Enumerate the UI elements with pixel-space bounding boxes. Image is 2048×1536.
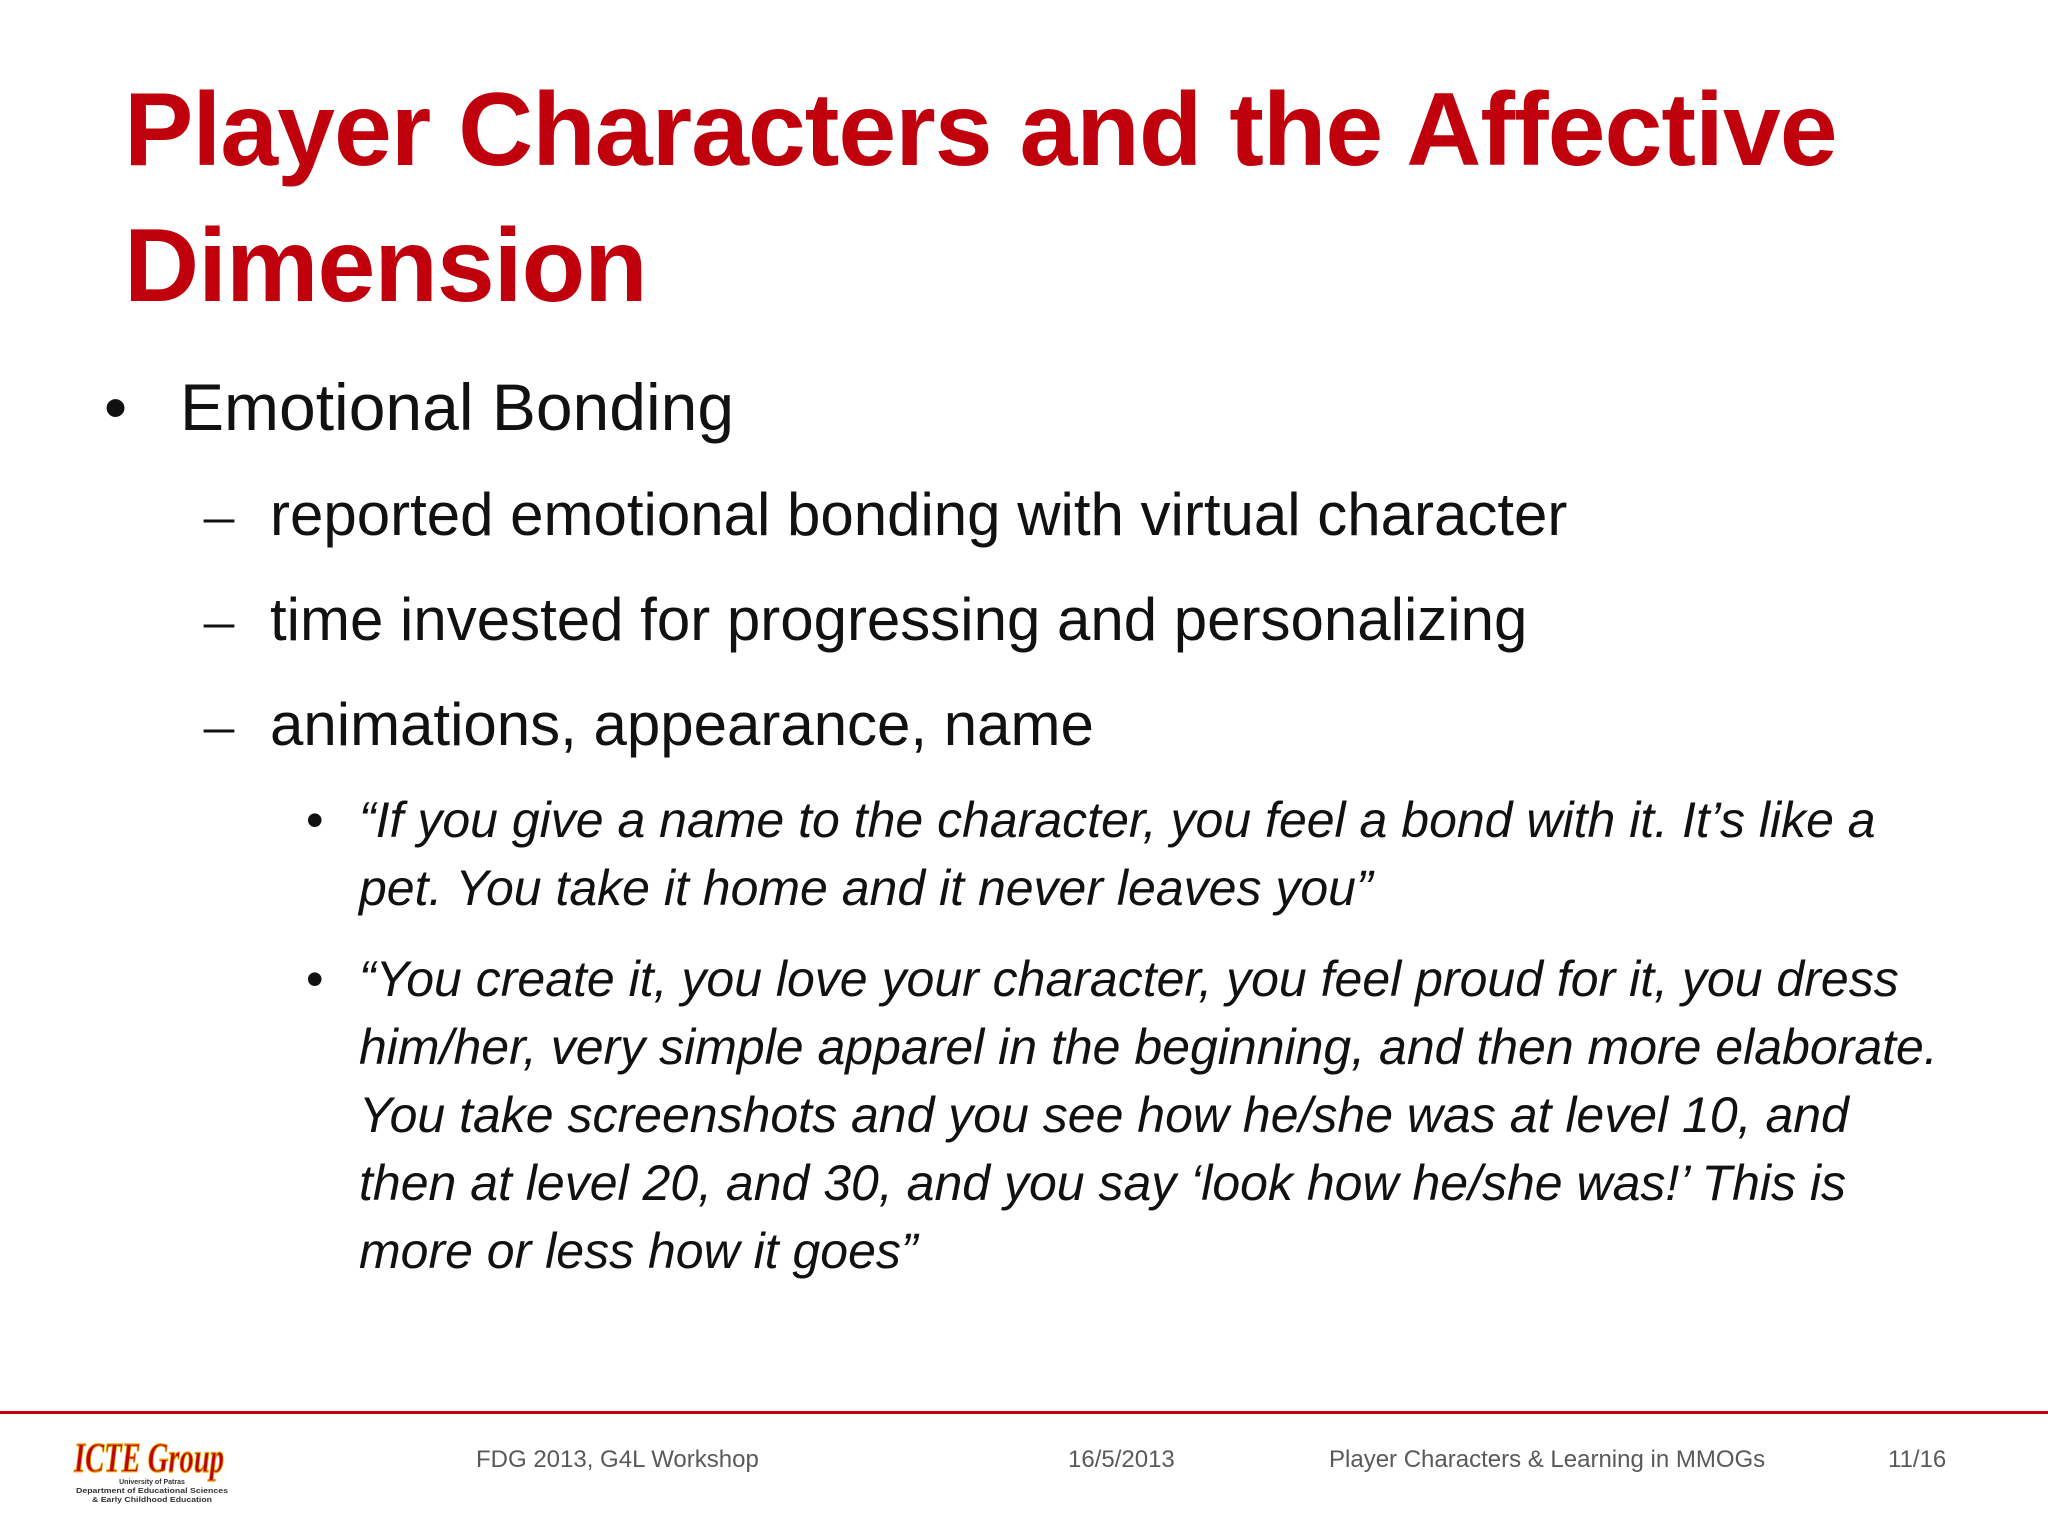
logo-line-2: Department of Educational Sciences: [76, 1488, 229, 1495]
logo-line-3: & Early Childhood Education: [92, 1497, 212, 1504]
icte-group-logo: [72, 1428, 232, 1504]
footer-talk-title: Player Characters & Learning in MMOGs: [1329, 1446, 1766, 1473]
bullet-glyph: •: [104, 370, 128, 444]
dash-glyph: –: [204, 482, 234, 548]
subitem-text: reported emotional bonding with virtual character: [270, 481, 1568, 548]
dash-glyph: –: [204, 692, 234, 758]
footer-event: FDG 2013, G4L Workshop: [476, 1446, 759, 1473]
quote-text: “You create it, you love your character, you feel proud for it, you dress him/her, very simple apparel in the beginning, and then more elaborate. You take screenshots and you see how he/she was at level 10, and then at level 20, and 30, and you say ‘look how he/she was!’ This is more or less how it goes”: [359, 951, 1938, 1279]
quote-text: “If you give a name to the character, you feel a bond with it. It’s like a pet. You take it home and it never leaves you”: [359, 792, 1876, 916]
footer-divider: [0, 1411, 2048, 1414]
logo-wordmark: ICTE Group: [73, 1436, 225, 1482]
slide-title: Player Characters and the Affective Dimension: [124, 72, 1837, 324]
footer-date: 16/5/2013: [1068, 1446, 1175, 1473]
quote-item: [306, 945, 1986, 1285]
logo-line-1: University of Patras: [119, 1479, 185, 1486]
subitem-text: animations, appearance, name: [270, 691, 1094, 758]
bullet-glyph: •: [306, 951, 324, 1007]
quote-item: [306, 786, 1986, 922]
bullet-glyph: •: [306, 792, 324, 848]
footer-page-number: 11/16: [1888, 1446, 1947, 1473]
bullet-text: Emotional Bonding: [180, 370, 735, 444]
subitem-text: time invested for progressing and personalizing: [270, 586, 1528, 653]
dash-glyph: –: [204, 587, 234, 653]
